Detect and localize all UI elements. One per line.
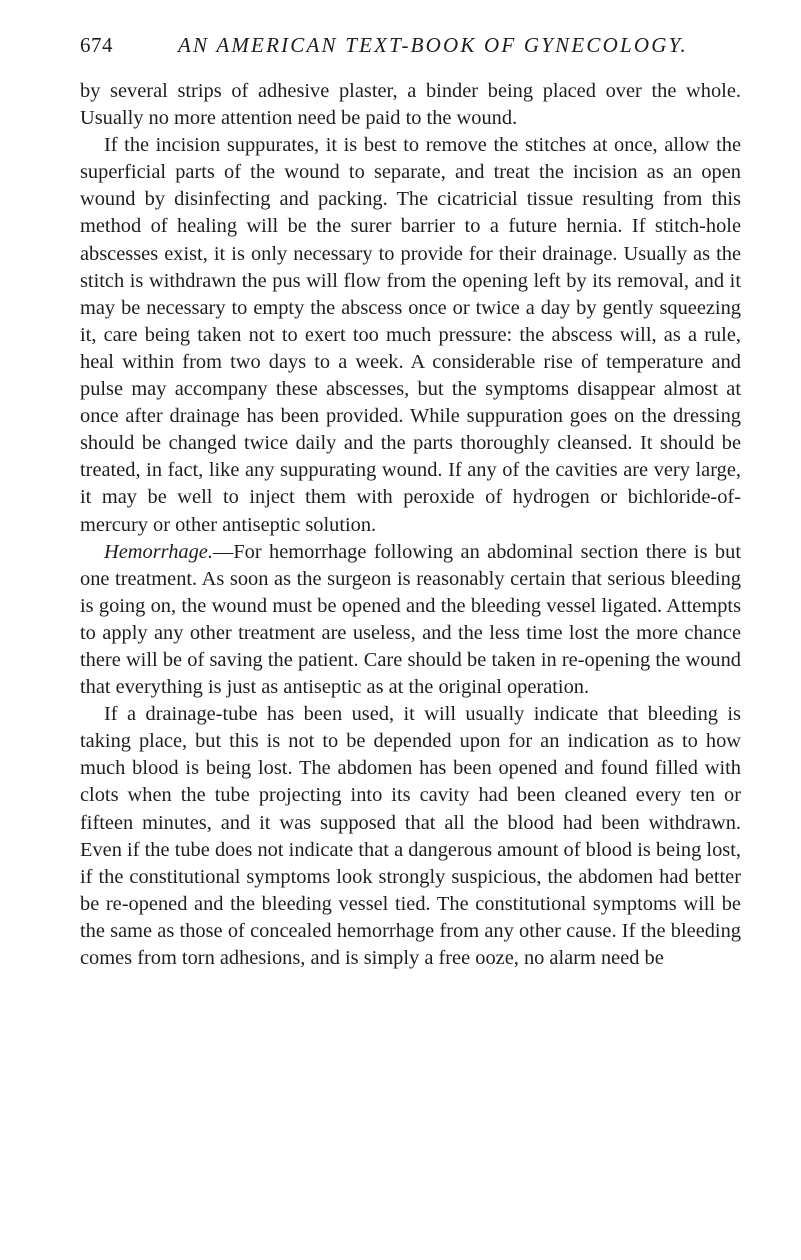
section-run-in-heading: Hemorrhage. xyxy=(104,540,213,563)
paragraph-text: by several strips of adhesive plaster, a binder being placed over the whole. Usually no more attention need be paid to the wound. xyxy=(80,80,741,130)
page-header xyxy=(80,33,740,61)
paragraph-continuation xyxy=(80,78,741,132)
body-text xyxy=(80,78,741,972)
paragraph-suppuration xyxy=(80,132,741,538)
page-number: 674 xyxy=(80,33,113,57)
paragraph-text: —For hemorrhage following an abdominal section there is but one treatment. As soon as the surgeon is reasonably certain that serious bleeding is going on, the wound must be opened and the bleeding vessel ligated. Attempts to apply any other treatment are useless, and the less time lost the more chance there will be of saving the patient. Care should be taken in re-opening the wound that everything is just as antiseptic as at the original operation. xyxy=(80,540,741,699)
paragraph-text: If the incision suppurates, it is best to remove the stitches at once, allow the superficial parts of the wound to separate, and treat the incision as an open wound by disinfecting and packing. The cicatricial tissue resulting from this method of healing will be the surer barrier to a future hernia. If stitch-hole abscesses exist, it is only necessary to provide for their drainage. Usually as the stitch is withdrawn the pus will flow from the opening left by its removal, and it may be necessary to empty the abscess once or twice a day by gently squeezing it, care being taken not to exert too much pressure: the abscess will, as a rule, heal within from two days to a week. A considerable rise of temperature and pulse may accompany these abscesses, but the symptoms disappear almost at once after drainage has been provided. While suppuration goes on the dressing should be changed twice daily and the parts thoroughly cleansed. It should be treated, in fact, like any suppurating wound. If any of the cavities are very large, it may be well to inject them with peroxide of hydrogen or bichloride-of-mercury or other antiseptic solution. xyxy=(80,134,741,536)
running-title: AN AMERICAN TEXT-BOOK OF GYNECOLOGY. xyxy=(178,33,688,57)
paragraph-text: If a drainage-tube has been used, it will usually indicate that bleeding is taking place, but this is not to be depended upon for an indication as to how much blood is being lost. The abdomen has been opened and found filled with clots when the tube projecting into its cavity had been cleaned every ten or fifteen minutes, and it was supposed that all the blood had been withdrawn. Even if the tube does not indicate that a dangerous amount of blood is being lost, if the constitutional symptoms look strongly suspicious, the abdomen had better be re-opened and the bleeding vessel tied. The constitutional symptoms will be the same as those of concealed hemorrhage from any other cause. If the bleeding comes from torn adhesions, and is simply a free ooze, no alarm need be xyxy=(80,703,741,969)
paragraph-hemorrhage xyxy=(80,539,741,702)
paragraph-drainage-tube xyxy=(80,701,741,972)
